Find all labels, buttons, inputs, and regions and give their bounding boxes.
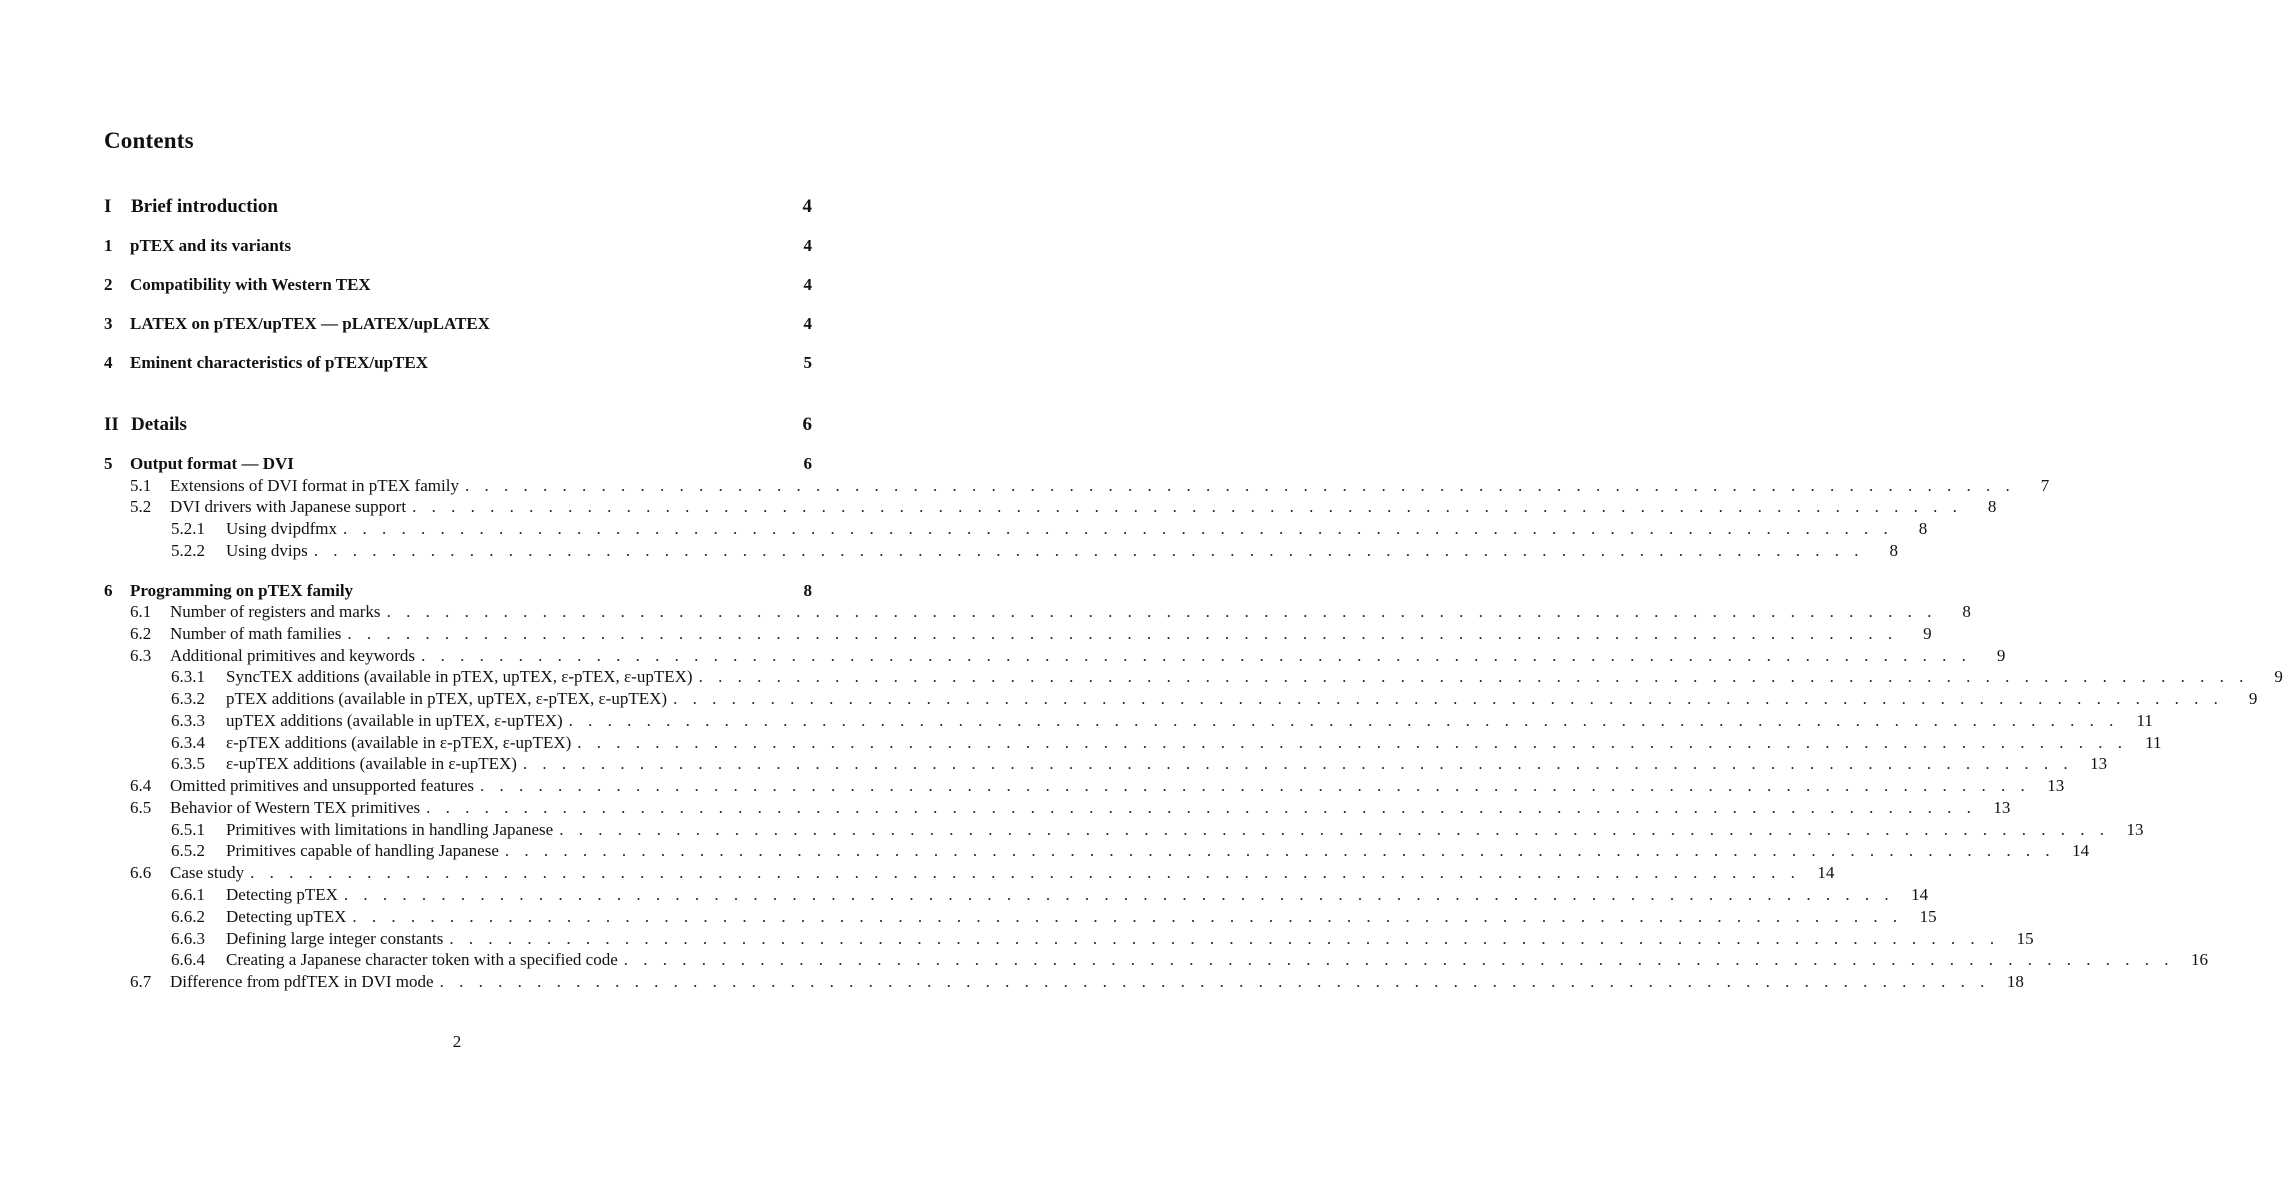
toc-entry-number: 6.3.4: [171, 733, 205, 752]
toc-entry-6-3-2[interactable]: [171, 689, 2258, 711]
toc-entry-title: Difference from pdfTEX in DVI mode: [170, 972, 434, 991]
dot-leader: . . . . . . . . . . . . . . . . . . . . . . . . . . . . . . . . . . . . . . . . . . . . . . . . . . . . . . . . . . . . . . . . . . . . . . . . . . . . . . . .: [343, 885, 1895, 904]
toc-entry-6-5[interactable]: [130, 798, 2011, 820]
toc-entry-number: 6.5: [130, 798, 152, 817]
toc-entry-4[interactable]: [104, 353, 812, 375]
dot-leader: . . . . . . . . . . . . . . . . . . . . . . . . . . . . . . . . . . . . . . . . . . . . . . . . . . . . . . . . . . . . . . . . . . . . . . . . . . . . . . . .: [522, 754, 2074, 773]
toc-entry-6-3[interactable]: [130, 646, 2006, 668]
toc-entry-6-3-5[interactable]: [171, 754, 2108, 776]
toc-entry-title: ε-pTEX additions (available in ε-pTEX, ε-upTEX): [226, 733, 572, 752]
toc-entry-title: Using dvips: [226, 541, 308, 560]
toc-entry-6-6-1[interactable]: [171, 885, 1929, 907]
toc-entry-5-2-1[interactable]: [171, 519, 1928, 541]
toc-entry-title: Behavior of Western TEX primitives: [170, 798, 421, 817]
toc-entry-title: Defining large integer constants: [226, 929, 444, 948]
toc-entry-title: Eminent characteristics of pTEX/upTEX: [130, 353, 428, 372]
toc-entry-5[interactable]: [104, 454, 812, 476]
toc-entry-title: Extensions of DVI format in pTEX family: [170, 476, 459, 495]
toc-entry-6-6[interactable]: [130, 863, 1835, 885]
dot-leader: . . . . . . . . . . . . . . . . . . . . . . . . . . . . . . . . . . . . . . . . . . . . . . . . . . . . . . . . . . . . . . . . . . . . . . . . . . . . . . . .: [313, 541, 1864, 560]
toc-entry-page: 13: [2047, 776, 2065, 795]
toc-entry-6-7[interactable]: [130, 972, 2024, 994]
toc-entry-6-1[interactable]: [130, 602, 1971, 624]
toc-entry-page: 15: [2016, 929, 2034, 948]
dot-leader: . . . . . . . . . . . . . . . . . . . . . . . . . . . . . . . . . . . . . . . . . . . . . . . . . . . . . . . . . . . . . . . . . . . . . . . . . . . . . . . .: [347, 624, 1898, 643]
toc-entry-2[interactable]: [104, 275, 812, 297]
toc-entry-page: 4: [803, 314, 812, 333]
toc-entry-title: LATEX on pTEX/upTEX — pLATEX/upLATEX: [130, 314, 490, 333]
dot-leader: . . . . . . . . . . . . . . . . . . . . . . . . . . . . . . . . . . . . . . . . . . . . . . . . . . . . . . . . . . . . . . . . . . . . . . . . . . . . . . . .: [426, 798, 1977, 817]
toc-entry-page: 14: [1911, 885, 1929, 904]
toc-entry-page: 15: [1919, 907, 1937, 926]
page-number: 2: [452, 1032, 462, 1051]
toc-entry-title: Compatibility with Western TEX: [130, 275, 371, 294]
toc-entry-number: 6.6.2: [171, 907, 205, 926]
toc-entry-6-6-2[interactable]: [171, 907, 1937, 929]
toc-entry-number: 6.5.1: [171, 820, 205, 839]
toc-entry-title: Primitives capable of handling Japanese: [226, 841, 499, 860]
toc-entry-page: 9: [1923, 624, 1932, 643]
toc-entry-title: SyncTEX additions (available in pTEX, upTEX, ε-pTEX, ε-upTEX): [226, 667, 693, 686]
toc-entry-5-1[interactable]: [130, 476, 2050, 498]
toc-entry-page: 8: [1962, 602, 1971, 621]
toc-entry-page: 8: [1889, 541, 1898, 560]
dot-leader: . . . . . . . . . . . . . . . . . . . . . . . . . . . . . . . . . . . . . . . . . . . . . . . . . . . . . . . . . . . . . . . . . . . . . . . . . . . . . . . .: [421, 646, 1972, 665]
toc-entry-page: 5: [803, 353, 812, 372]
toc-entry-6-3-1[interactable]: [171, 667, 2283, 689]
toc-entry-page: 9: [2248, 689, 2258, 708]
toc-entry-number: 5: [104, 454, 113, 473]
dot-leader: . . . . . . . . . . . . . . . . . . . . . . . . . . . . . . . . . . . . . . . . . . . . . . . . . . . . . . . . . . . . . . . . . . . . . . . . . . . . . . . .: [559, 820, 2110, 839]
dot-leader: . . . . . . . . . . . . . . . . . . . . . . . . . . . . . . . . . . . . . . . . . . . . . . . . . . . . . . . . . . . . . . . . . . . . . . . . . . . . . . . .: [568, 711, 2119, 730]
toc-entry-title: Details: [131, 414, 187, 435]
toc-entry-I[interactable]: [104, 196, 812, 218]
toc-entry-5-2-2[interactable]: [171, 541, 1898, 563]
toc-entry-number: 5.2.1: [171, 519, 205, 538]
toc-entry-page: 6: [802, 414, 812, 435]
toc-entry-page: 14: [1817, 863, 1835, 882]
toc-entry-title: Using dvipdfmx: [226, 519, 337, 538]
toc-entry-3[interactable]: [104, 314, 812, 336]
toc-entry-page: 8: [1987, 497, 1997, 516]
toc-entry-number: 5.2: [130, 497, 152, 516]
toc-entry-6-3-4[interactable]: [171, 733, 2162, 755]
toc-entry-title: Case study: [170, 863, 245, 882]
toc-entry-number: 6.1: [130, 602, 152, 621]
toc-entry-page: 4: [803, 236, 812, 255]
toc-entry-number: 6.3.1: [171, 667, 205, 686]
toc-entry-number: 6.4: [130, 776, 152, 795]
toc-entry-6-6-3[interactable]: [171, 929, 2034, 951]
toc-entry-number: 4: [104, 353, 113, 372]
toc-entry-title: Number of math families: [170, 624, 342, 643]
toc-entry-page: 14: [2072, 841, 2090, 860]
toc-entry-6[interactable]: [104, 581, 812, 603]
toc-entry-6-5-2[interactable]: [171, 841, 2090, 863]
page-title: Contents: [104, 128, 194, 153]
toc-entry-II[interactable]: [104, 414, 812, 436]
dot-leader: . . . . . . . . . . . . . . . . . . . . . . . . . . . . . . . . . . . . . . . . . . . . . . . . . . . . . . . . . . . . . . . . . . . . . . . . . . . . . . . .: [386, 602, 1937, 621]
dot-leader: . . . . . . . . . . . . . . . . . . . . . . . . . . . . . . . . . . . . . . . . . . . . . . . . . . . . . . . . . . . . . . . . . . . . . . . . . . . . . . . .: [342, 519, 1894, 538]
toc-entry-page: 8: [1918, 519, 1928, 538]
toc-entry-page: 7: [2040, 476, 2050, 495]
toc-entry-6-2[interactable]: [130, 624, 1932, 646]
dot-leader: . . . . . . . . . . . . . . . . . . . . . . . . . . . . . . . . . . . . . . . . . . . . . . . . . . . . . . . . . . . . . . . . . . . . . . . . . . . . . . . .: [480, 776, 2031, 795]
toc-entry-page: 8: [803, 581, 812, 600]
dot-leader: . . . . . . . . . . . . . . . . . . . . . . . . . . . . . . . . . . . . . . . . . . . . . . . . . . . . . . . . . . . . . . . . . . . . . . . . . . . . . . . .: [623, 950, 2175, 969]
toc-entry-number: 6.6.3: [171, 929, 205, 948]
toc-entry-title: Programming on pTEX family: [130, 581, 354, 600]
dot-leader: . . . . . . . . . . . . . . . . . . . . . . . . . . . . . . . . . . . . . . . . . . . . . . . . . . . . . . . . . . . . . . . . . . . . . . . . . . . . . . . .: [439, 972, 1990, 991]
toc-entry-title: Creating a Japanese character token with a specified code: [226, 950, 618, 969]
toc-entry-page: 4: [802, 196, 812, 217]
toc-entry-6-3-3[interactable]: [171, 711, 2153, 733]
toc-entry-6-4[interactable]: [130, 776, 2065, 798]
toc-entry-number: 6.6.4: [171, 950, 205, 969]
toc-entry-number: 6.6.1: [171, 885, 205, 904]
toc-entry-number: 6.2: [130, 624, 152, 643]
toc-entry-page: 9: [1996, 646, 2006, 665]
toc-entry-page: 11: [2145, 733, 2162, 752]
toc-entry-page: 6: [803, 454, 812, 473]
dot-leader: . . . . . . . . . . . . . . . . . . . . . . . . . . . . . . . . . . . . . . . . . . . . . . . . . . . . . . . . . . . . . . . . . . . . . . . . . . . . . . . .: [352, 907, 1903, 926]
toc-entry-title: Brief introduction: [131, 196, 278, 217]
toc-entry-page: 11: [2136, 711, 2153, 730]
toc-entry-number: II: [104, 414, 119, 435]
toc-entry-number: 6.3.3: [171, 711, 205, 730]
dot-leader: . . . . . . . . . . . . . . . . . . . . . . . . . . . . . . . . . . . . . . . . . . . . . . . . . . . . . . . . . . . . . . . . . . . . . . . . . . . . . . . .: [412, 497, 1963, 516]
toc-entry-title: ε-upTEX additions (available in ε-upTEX): [226, 754, 517, 773]
toc-entry-page: 13: [2090, 754, 2108, 773]
toc-entry-page: 13: [1993, 798, 2011, 817]
toc-entry-number: 6.3.2: [171, 689, 205, 708]
toc-entry-title: Detecting pTEX: [226, 885, 338, 904]
toc-entry-title: Number of registers and marks: [170, 602, 381, 621]
toc-entry-title: pTEX and its variants: [130, 236, 292, 255]
dot-leader: . . . . . . . . . . . . . . . . . . . . . . . . . . . . . . . . . . . . . . . . . . . . . . . . . . . . . . . . . . . . . . . . . . . . . . . . . . . . . . . .: [250, 863, 1801, 882]
dot-leader: . . . . . . . . . . . . . . . . . . . . . . . . . . . . . . . . . . . . . . . . . . . . . . . . . . . . . . . . . . . . . . . . . . . . . . . . . . . . . . . .: [577, 733, 2128, 752]
toc-entry-title: Additional primitives and keywords: [170, 646, 416, 665]
toc-entry-number: I: [104, 196, 112, 217]
toc-entry-title: upTEX additions (available in upTEX, ε-upTEX): [226, 711, 563, 730]
toc-entry-number: 2: [104, 275, 113, 294]
toc-entry-6-6-4[interactable]: [171, 950, 2209, 972]
toc-entry-number: 6.7: [130, 972, 152, 991]
toc-entry-title: Detecting upTEX: [226, 907, 347, 926]
toc-entry-1[interactable]: [104, 236, 812, 258]
toc-entry-number: 1: [104, 236, 113, 255]
dot-leader: . . . . . . . . . . . . . . . . . . . . . . . . . . . . . . . . . . . . . . . . . . . . . . . . . . . . . . . . . . . . . . . . . . . . . . . . . . . . . . . .: [504, 841, 2056, 860]
toc-entry-number: 6.3: [130, 646, 152, 665]
toc-entry-page: 16: [2191, 950, 2209, 969]
dot-leader: . . . . . . . . . . . . . . . . . . . . . . . . . . . . . . . . . . . . . . . . . . . . . . . . . . . . . . . . . . . . . . . . . . . . . . . . . . . . . . . .: [464, 476, 2016, 495]
toc-entry-page: 18: [2006, 972, 2024, 991]
toc-entry-page: 13: [2126, 820, 2144, 839]
toc-entry-number: 6.6: [130, 863, 152, 882]
dot-leader: . . . . . . . . . . . . . . . . . . . . . . . . . . . . . . . . . . . . . . . . . . . . . . . . . . . . . . . . . . . . . . . . . . . . . . . . . . . . . . . .: [698, 667, 2249, 686]
toc-entry-page: 9: [2274, 667, 2283, 686]
toc-entry-number: 3: [104, 314, 113, 333]
toc-entry-title: Output format — DVI: [130, 454, 294, 473]
toc-entry-number: 6.3.5: [171, 754, 205, 773]
toc-entry-number: 5.1: [130, 476, 152, 495]
toc-entry-title: DVI drivers with Japanese support: [170, 497, 407, 516]
toc-entry-title: Primitives with limitations in handling Japanese: [226, 820, 554, 839]
toc-entry-number: 5.2.2: [171, 541, 205, 560]
toc-entry-number: 6: [104, 581, 113, 600]
toc-entry-6-5-1[interactable]: [171, 820, 2144, 842]
toc-entry-title: pTEX additions (available in pTEX, upTEX, ε-pTEX, ε-upTEX): [226, 689, 668, 708]
toc-entry-5-2[interactable]: [130, 497, 1997, 519]
toc-entry-number: 6.5.2: [171, 841, 205, 860]
dot-leader: . . . . . . . . . . . . . . . . . . . . . . . . . . . . . . . . . . . . . . . . . . . . . . . . . . . . . . . . . . . . . . . . . . . . . . . . . . . . . . . .: [449, 929, 2000, 948]
toc-entry-title: Omitted primitives and unsupported features: [170, 776, 475, 795]
dot-leader: . . . . . . . . . . . . . . . . . . . . . . . . . . . . . . . . . . . . . . . . . . . . . . . . . . . . . . . . . . . . . . . . . . . . . . . . . . . . . . . .: [673, 689, 2224, 708]
toc-entry-page: 4: [803, 275, 812, 294]
